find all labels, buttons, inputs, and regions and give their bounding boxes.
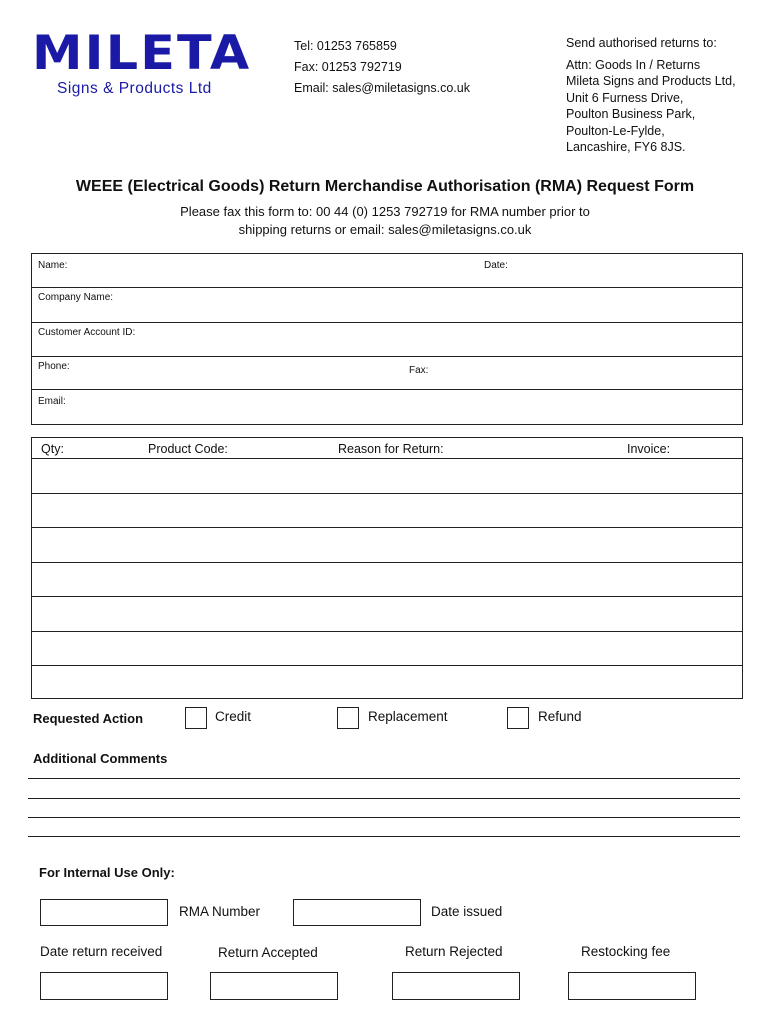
- instructions-line-1: Please fax this form to: 00 44 (0) 1253 792719 for RMA number prior to: [180, 204, 590, 219]
- customer-account-row[interactable]: [32, 323, 742, 357]
- address-line: Poulton-Le-Fylde,: [566, 123, 665, 138]
- return-accepted-label: Return Accepted: [218, 945, 318, 960]
- address-heading: Send authorised returns to:: [566, 36, 717, 50]
- contact-email: Email: sales@miletasigns.co.uk: [294, 81, 470, 95]
- date-issued-field[interactable]: [293, 899, 421, 926]
- return-rejected-label: Return Rejected: [405, 944, 503, 959]
- table-row[interactable]: [32, 631, 742, 665]
- invoice-header: Invoice:: [627, 442, 671, 456]
- additional-comments-label: Additional Comments: [33, 751, 168, 766]
- table-row[interactable]: [32, 596, 742, 631]
- date-issued-label: Date issued: [431, 904, 503, 919]
- table-row[interactable]: [32, 527, 742, 562]
- return-address: [566, 35, 736, 156]
- form-instructions: [0, 203, 770, 239]
- qty-header: Qty:: [41, 442, 64, 456]
- replacement-checkbox[interactable]: [337, 707, 359, 729]
- credit-label: Credit: [215, 709, 252, 724]
- comment-line[interactable]: [28, 778, 740, 779]
- restocking-fee-field[interactable]: [568, 972, 696, 1000]
- company-name-label: Company Name:: [38, 292, 114, 303]
- address-line: Poulton Business Park,: [566, 107, 696, 121]
- instructions-line-2: shipping returns or email: sales@miletasigns.co.uk: [238, 222, 532, 237]
- internal-use-heading: For Internal Use Only:: [39, 865, 175, 880]
- name-row[interactable]: [32, 254, 742, 288]
- address-line: Unit 6 Furness Drive,: [566, 90, 684, 105]
- form-title: WEEE (Electrical Goods) Return Merchandise Authorisation (RMA) Request Form: [75, 178, 695, 195]
- contact-block: [294, 36, 470, 99]
- phone-label: Phone:: [38, 361, 70, 372]
- rma-number-field[interactable]: [40, 899, 168, 926]
- refund-checkbox[interactable]: [507, 707, 529, 729]
- requested-action-label: Requested Action: [33, 711, 144, 726]
- return-accepted-field[interactable]: [210, 972, 338, 1000]
- customer-account-label: Customer Account ID:: [38, 327, 136, 338]
- fax-label: Fax:: [409, 365, 429, 376]
- email-label: Email:: [38, 396, 66, 407]
- address-line: Attn: Goods In / Returns: [566, 57, 701, 72]
- table-row[interactable]: [32, 458, 742, 493]
- company-name-row[interactable]: [32, 288, 742, 323]
- comment-line[interactable]: [28, 836, 740, 837]
- comment-line[interactable]: [28, 817, 740, 818]
- table-row[interactable]: [32, 493, 742, 527]
- email-row[interactable]: [32, 390, 742, 424]
- date-received-label: Date return received: [40, 944, 163, 959]
- customer-info-box: [31, 253, 743, 425]
- company-logo: MILETA: [32, 26, 252, 81]
- comment-line[interactable]: [28, 798, 740, 799]
- address-line: Lancashire, FY6 8JS.: [566, 140, 686, 154]
- phone-row[interactable]: [32, 357, 742, 390]
- company-tagline: Signs & Products Ltd: [57, 80, 212, 97]
- credit-checkbox[interactable]: [185, 707, 207, 729]
- rma-number-label: RMA Number: [179, 904, 261, 919]
- contact-tel: Tel: 01253 765859: [294, 39, 397, 53]
- restocking-fee-label: Restocking fee: [581, 944, 671, 959]
- replacement-label: Replacement: [368, 709, 448, 724]
- reason-header: Reason for Return:: [338, 442, 444, 456]
- address-line: Mileta Signs and Products Ltd,: [566, 74, 736, 88]
- product-table: [31, 437, 743, 699]
- contact-fax: Fax: 01253 792719: [294, 60, 402, 74]
- product-code-header: Product Code:: [148, 442, 228, 456]
- return-rejected-field[interactable]: [392, 972, 520, 1000]
- name-label: Name:: [38, 260, 68, 271]
- table-row[interactable]: [32, 665, 742, 698]
- date-label: Date:: [484, 260, 508, 271]
- refund-label: Refund: [538, 709, 582, 724]
- date-received-field[interactable]: [40, 972, 168, 1000]
- table-row[interactable]: [32, 562, 742, 596]
